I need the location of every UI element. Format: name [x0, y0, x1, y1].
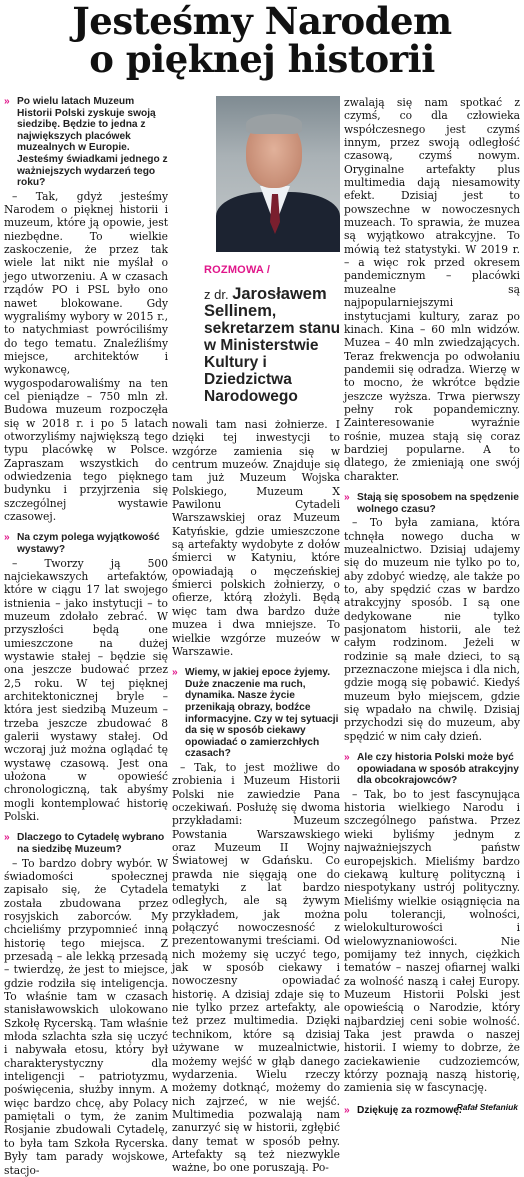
question-marker-icon: » [344, 491, 350, 503]
interview-question [344, 492, 520, 515]
question-text: Wiemy, w jakiej epoce żyjemy. Duże znaczenie ma ruch, dynamika. Nasze życie przenikają obrazy, bodźce informacyjne. Czy w tej sytuacji da się w sposób ciekawy opowiadać o zamierzchłych czasach? [185, 667, 339, 760]
question-text: Na czym polega wyjątkowość wystawy? [17, 532, 160, 555]
question-text: Po wielu latach Muzeum Historii Polski zyskuje swoją siedzibę. Będzie to jedna z największych placówek muzealnych w Europie. Jesteśmy świadkami jednego z ważniejszych wydarzeń tego roku? [17, 96, 168, 189]
question-marker-icon: » [4, 832, 10, 844]
photo-hair [246, 114, 302, 134]
question-marker-icon: » [172, 667, 178, 679]
interviewee-role: sekretarzem stanu w Ministerstwie Kultury i Dziedzictwa Narodowego [204, 320, 341, 405]
answer-paragraph: – Tak, to jest możliwe do zrobienia i Muzeum Historii Polski nie zawiedzie Pana oczekiwań. Posłużę się dwoma przykładami: Muzeum Powstania Warszawskiego oraz Muzeum II Wojny Światowej w Gdańsku. Co prawda nie sięgają one do tematyki z lat bardzo odległych, ale są żywym przykładem, jak można połączyć nowoczesność z prezentowanymi treściami. Od nich możemy się uczyć tego, jak w sposób ciekawy i nowoczesny opowiadać historię. A dzisiaj zdaje się to nie tylko przez artefakty, ale też przez multimedia. Dzięki technikom, które są dzisiaj używane w muzealnictwie, możemy wejść w głąb danego wydarzenia. Wielu rzeczy możemy dotknąć, możemy do nich zajrzeć, w nie wejść. Multimedia pozwalają nam zanurzyć się w historii, zgłębić dany temat w sposób pełny. Artefakty są też niezwykle ważne, bo one poruszają. Po- [172, 760, 340, 1175]
thanks-text: Dziękuję za rozmowę. [357, 1104, 462, 1116]
headline [0, 0, 524, 81]
interview-question [172, 667, 340, 760]
interviewee-name: Jarosławem Sellinem [204, 285, 327, 320]
interviewee: z dr. Jarosławem Sellinem, sekretarzem stanu w Ministerstwie Kultury i Dziedzictwa Narodowego [204, 285, 341, 405]
paragraph-gap [4, 823, 168, 832]
paragraph-gap [4, 523, 168, 532]
section-kicker: ROZMOWA / [204, 264, 271, 276]
question-marker-icon: » [4, 96, 10, 107]
paragraph-gap [344, 483, 520, 492]
answer-paragraph: – Tak, bo to jest fascynująca historia wielkiego Narodu i szczególnego państwa. Przez wieki byliśmy jednym z najważniejszych państw europejskich. Mieliśmy bardzo ciekawą kulturę polityczną i niespotykany ustrój polityczny. Mieliśmy wielkie osiągnięcia na polu tolerancji, wolności, wielokulturowości i wielowyznaniowości. Nie pomijamy też innych, ciężkich tematów – naszej ofiarnej walki za wolność naszą i całej Europy. Muzeum Historii Polski jest opowieścią o Narodzie, który najbardziej ceni sobie wolność. Taka jest prawda o naszej historii. I wiemy to dobrze, że zaciekawienie cudzoziemców, którzy poznają naszą historię, zamienia się w fascynację. [344, 787, 520, 1095]
headline-line-2: o pięknej historii [89, 37, 435, 81]
article-column-3 [344, 96, 520, 1116]
question-marker-icon: » [4, 532, 10, 544]
question-marker-icon: » [344, 1104, 350, 1116]
answer-paragraph: nowali tam nasi żołnierze. I dzięki tej inwestycji to wzgórze zamienia się w centrum muzeów. Znajduje się tam już Muzeum Wojska Polskiego, Muzeum X Pawilonu Cytadeli Warszawskiej oraz Muzeum Katyńskie, gdzie umieszczone są artefakty wydobyte z dołów śmierci w Katyniu, które opowiadają o męczeńskiej śmierci polskich żołnierzy, o ofierze, którą złożyli. Będą więc tam dwa bardzo duże muzea i dwa mniejsze. To wielkie wzgórze muzeów w Warszawie. [172, 418, 340, 658]
answer-paragraph: – To bardzo dobry wybór. W świadomości społecznej zapisało się, że Cytadela została zbudowana przez rosyjskich zaborców. My chcieliśmy przypomnieć inną historię tego miejsca. Z przesadą – ale lekką przesadą – twierdzę, że jest to miejsce, gdzie rodziła się inteligencja. To właśnie tam w czasach stanisławowskich ulokowano Szkołę Rycerską. Tam właśnie młoda szlachta szła się uczyć i nabywała etosu, który był charakterystyczny dla inteligencji – patriotyzmu, poświęcenia, służby innym. A więc bardzo chcę, aby Polacy pamiętali o tym, że zanim Rosjanie zbudowali Cytadelę, to była tam Szkoła Rycerska. Były tam parady wojskowe, stacjo- [4, 856, 168, 1177]
portrait-photo [216, 96, 340, 246]
question-marker-icon: » [344, 752, 350, 763]
question-text: Stają się sposobem na spędzenie wolnego czasu? [357, 491, 519, 515]
interview-intro [204, 264, 344, 405]
interview-question [4, 532, 168, 555]
paragraph-gap [344, 743, 520, 752]
interview-question [4, 96, 168, 189]
article-column-2 [172, 418, 340, 1175]
question-text: Dlaczego to Cytadelę wybrano na siedzibę Muzeum? [17, 832, 165, 855]
answer-paragraph: – Tak, gdyż jesteśmy Narodem o pięknej historii i muzeum, które ją opowie, jest niezbędne. To wielkie zaskoczenie, że przez tak wiele lat nikt nie myślał o jego utworzeniu. A w czasach rządów PO i PSL było ono nawet blokowane. Gdy wygraliśmy wybory w 2015 r., to natychmiast powróciliśmy do tego tematu. Znaleźliśmy miejsce, architektów i wykonawcę, wygospodarowaliśmy na ten cel pieniądze – 750 mln zł. Budowa muzeum rozpoczęła się w 2018 r. i po 5 latach otworzyliśmy największą tego typu placówkę w Polsce. Zapraszam wszystkich do odwiedzenia tego pięknego budynku i przyjrzenia się szczególnej wystawie czasowej. [4, 189, 168, 523]
answer-paragraph: zwalają się nam spotkać z czymś, co dla człowieka współczesnego jest czymś innym, przez swoją odległość czasową, czymś nowym. Oryginalne artefakty plus multimedia dają niesamowity efekt. Dzisiaj jest to powszechne w nowoczesnych muzeach. To sprawia, że muzea są wyjątkowo atrakcyjne. To mówią też statystyki. W 2019 r. – a więc rok przed okresem pandemicznym – placówki muzealne są najpopularniejszymi instytucjami kultury, zaraz po kinach. Kina – 60 mln widzów. Muzea – 40 mln zwiedzających. Teraz frekwencja po odwołaniu pandemii się odradza. Wierzę w to mocno, że wkrótce będzie jeszcze wyższa. Trwa pierwszy pełny rok popandemiczny. Zainteresowanie wyraźnie rośnie, muzea stają się coraz bardziej popularne. A to dlatego, że zmieniają one swój charakter. [344, 96, 520, 483]
headline-line-1: Jesteśmy Narodem [72, 0, 452, 43]
interview-question [4, 832, 168, 855]
interviewee-prefix: z dr. [204, 287, 233, 302]
author-byline: Rafał Stefaniuk [456, 1102, 518, 1112]
question-text: Ale czy historia Polski może być opowiadana w sposób atrakcyjny dla obcokrajowców? [357, 752, 519, 787]
paragraph-gap [172, 658, 340, 667]
answer-paragraph: – Tworzy ją 500 najciekawszych artefaktów, które w ciągu 17 lat swojego istnienia – jako instytucji – to muzeum zdołało zebrać. W przyszłości będą one umieszczone na dużej wystawie stałej – będzie się ona jeszcze budować przez 2,5 roku. W tej pięknej architektonicznej bryle – która jest siedzibą Muzeum – trzeba jeszcze zbudować 8 galerii wystawy stałej. Od wczoraj już można oglądać tę wystawę czasową. Jest ona ułożona w opowieść chronologiczną, tak abyśmy mogli kontemplować historię Polski. [4, 556, 168, 824]
article-column-1 [4, 96, 168, 1177]
answer-paragraph: – To była zamiana, która tchnęła nowego ducha w muzealnictwo. Dzisiaj udajemy się do muzeum nie tylko po to, aby zdobyć wiedzę, ale także po to, aby spędzić czas w bardzo atrakcyjny sposób. I są one dedykowane nie tylko pasjonatom historii, ale też całym rodzinom. Jeżeli w rodzinie są małe dzieci, to są przeznaczone miejsca i dla nich, gdzie mogą się pobawić. Kiedyś muzeum było miejscem, gdzie się wpadało na chwilę. Dzisiaj przychodzi się do muzeum, aby spędzić w nim cały dzień. [344, 516, 520, 743]
interview-question [344, 752, 520, 787]
